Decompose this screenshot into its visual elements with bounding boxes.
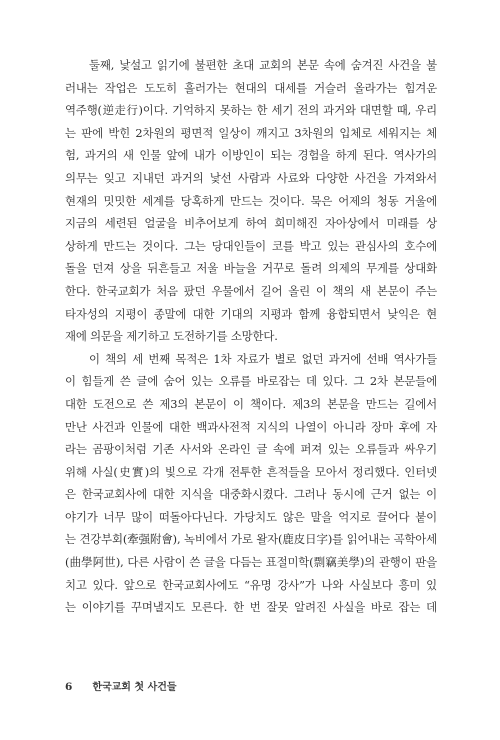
text-line: 러내는 작업은 도도히 흘러가는 현대의 대세를 거슬러 올라가는 힘겨운	[65, 80, 437, 95]
text-line: 은 한국교회사에 대한 지식을 대중화시켰다. 그러나 동시에 근거 없는 이	[65, 487, 437, 502]
text-line: 위해 사실(史實)의 빛으로 각개 전투한 흔적들을 모아서 정리했다. 인터넷	[65, 464, 437, 479]
text-line: 이 책의 세 번째 목적은 1차 자료가 별로 없던 과거에 선배 역사가들	[89, 351, 437, 366]
text-line: 역주행(逆走行)이다. 기억하지 못하는 한 세기 전의 과거와 대면할 때, 우리	[65, 103, 437, 118]
text-line: 라는 곰팡이처럼 기존 사서와 온라인 글 속에 퍼져 있는 오류들과 싸우기	[65, 442, 437, 457]
page-number: 6	[65, 681, 73, 693]
text-line: 이 힘들게 쓴 글에 숨어 있는 오류를 바로잡는 데 있다. 그 2차 본문들에	[65, 374, 437, 389]
paragraph-2	[65, 348, 437, 619]
text-line: 의무는 잊고 지내던 과거의 낯선 사람과 사료와 다양한 사건을 가져와서	[65, 170, 437, 185]
paragraph-1	[65, 54, 437, 348]
text-line: 만난 사건과 인물에 대한 백과사전적 지식의 나열이 아니라 장마 후에 자	[65, 419, 437, 434]
body-text	[65, 54, 437, 619]
text-line: (曲學阿世), 다른 사람이 쓴 글을 다듬는 표절미학(剽竊美學)의 관행이 판을	[65, 555, 437, 570]
text-line: 돌을 던져 상을 뒤흔들고 저울 바늘을 거꾸로 돌려 의제의 무게를 상대화	[65, 261, 437, 276]
text-line: 는 이야기를 꾸며낼지도 모른다. 한 번 잘못 알려진 사실을 바로 잡는 데	[65, 600, 437, 615]
text-line: 험, 과거의 새 인물 앞에 내가 이방인이 되는 경험을 하게 된다. 역사가의	[65, 148, 437, 163]
text-line: 재에 의문을 제기하고 도전하기를 소망한다.	[65, 329, 278, 344]
text-line: 타자성의 지평이 종말에 대한 기대의 지평과 함께 융합되면서 낮익은 현	[65, 306, 437, 321]
running-title: 한국교회 첫 사건들	[92, 682, 177, 693]
text-line: 야기가 너무 많이 떠돌아다닌다. 가당치도 않은 말을 억지로 끌어다 붙이	[65, 509, 437, 524]
text-line: 한다. 한국교회가 처음 팠던 우물에서 길어 올린 이 책의 새 본문이 주는	[65, 283, 437, 298]
text-line: 는 판에 박힌 2차원의 평면적 일상이 깨지고 3차원의 입체로 세워지는 체	[65, 125, 437, 140]
text-line: 치고 있다. 앞으로 한국교회사에도 “유명 강사”가 나와 사실보다 흥미 있	[65, 577, 437, 592]
text-line: 지금의 세련된 얼굴을 비추어보게 하여 희미해진 자아상에서 미래를 상	[65, 216, 437, 231]
text-line: 는 견강부회(牽强附會), 녹비에서 가로 왈자(鹿皮日字)를 읽어내는 곡학아세	[65, 532, 437, 547]
text-line: 대한 도전으로 쓴 제3의 본문이 이 책이다. 제3의 본문을 만드는 길에서	[65, 396, 437, 411]
text-line: 현재의 밋밋한 세계를 당혹하게 만드는 것이다. 묵은 어제의 청동 거울에	[65, 193, 437, 208]
page-footer	[65, 678, 177, 693]
text-line: 둘째, 낯설고 읽기에 불편한 초대 교회의 본문 속에 숨겨진 사건을 불	[89, 58, 437, 72]
text-line: 상하게 만드는 것이다. 그는 당대인들이 코를 박고 있는 관심사의 호수에	[65, 238, 437, 253]
